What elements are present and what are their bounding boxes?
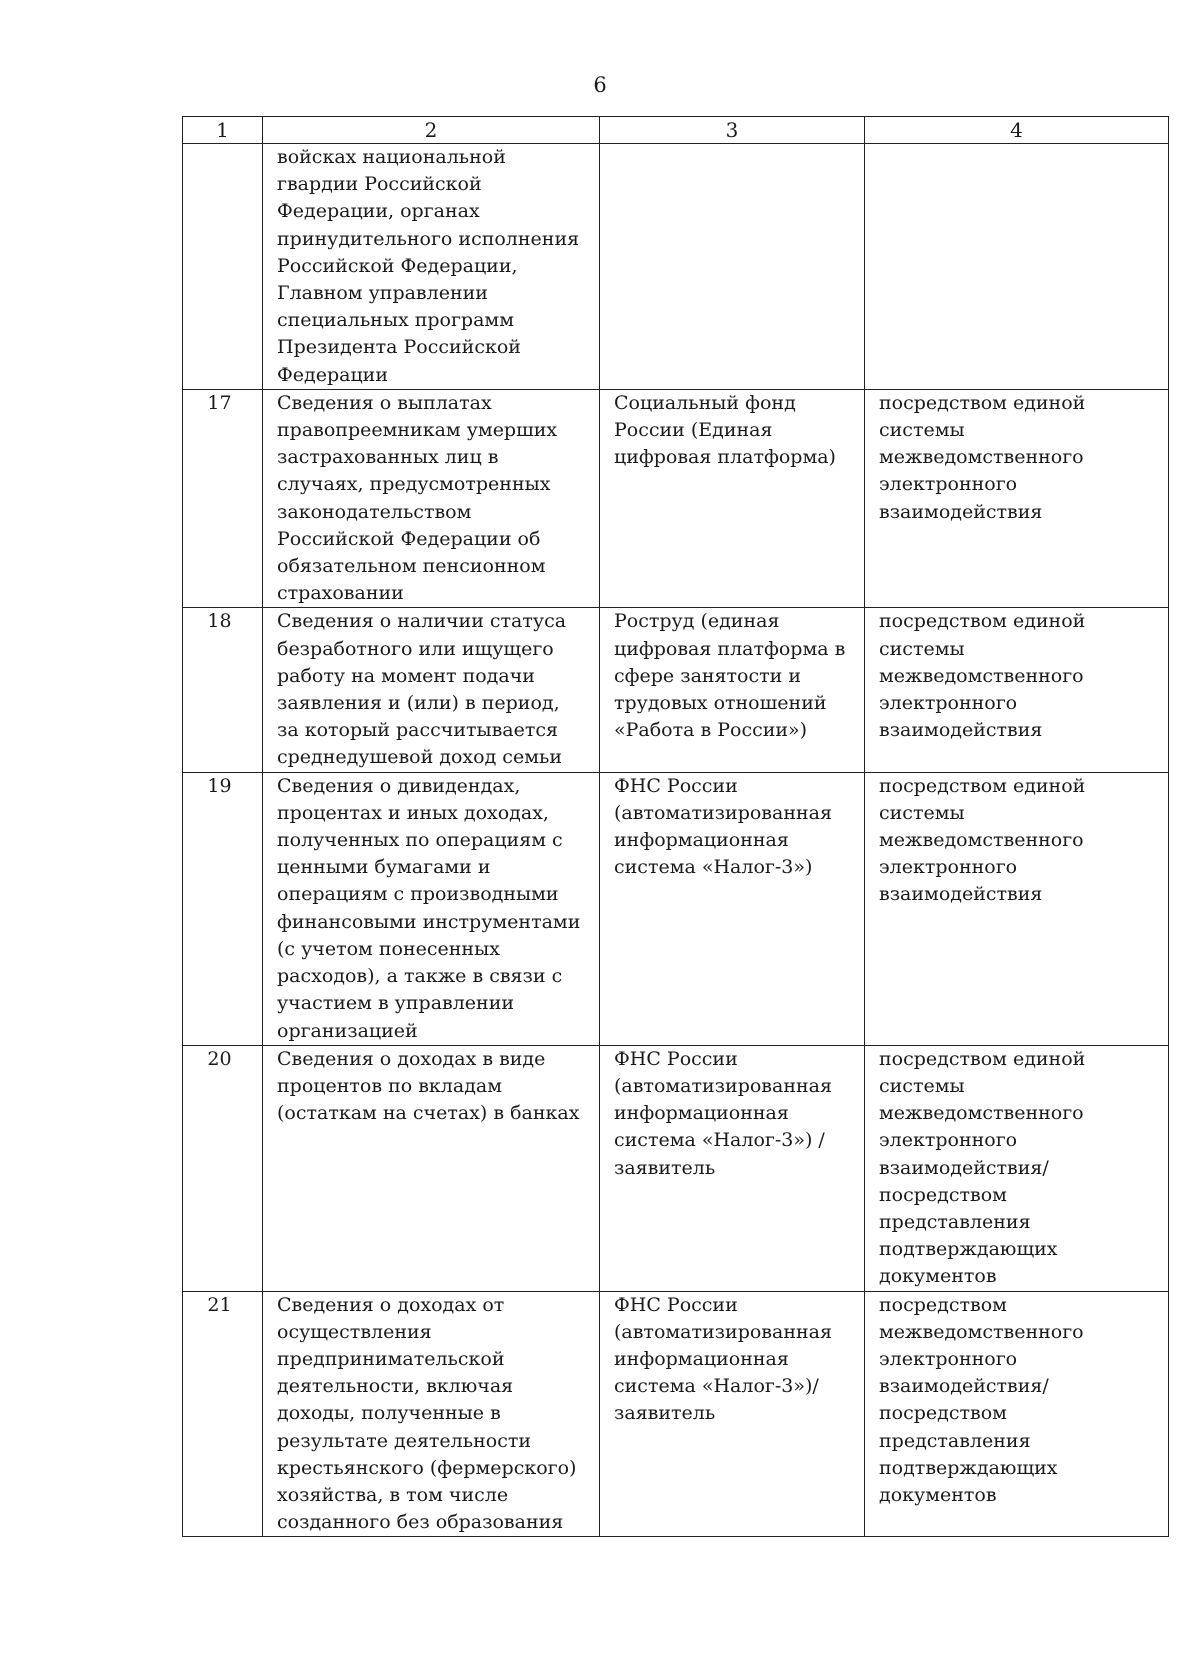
cell-text-line: представления: [879, 1210, 1031, 1233]
cell-text-line: Российской Федерации,: [277, 254, 518, 277]
cell-text-line: ценными бумагами и: [277, 856, 491, 879]
cell-text-line: подтверждающих: [879, 1238, 1058, 1261]
cell-text-line: застрахованных лиц в: [277, 446, 499, 469]
cell-text-line: законодательством: [277, 500, 472, 523]
cell-text-line: (автоматизированная: [614, 801, 832, 824]
cell-text-line: хозяйства, в том числе: [277, 1483, 509, 1506]
cell-text-line: представления: [879, 1429, 1031, 1452]
row-number-cell: 17: [183, 389, 263, 608]
cell-text-line: крестьянского (фермерского): [277, 1456, 577, 1479]
method-cell: [865, 1045, 1169, 1291]
description-cell: [263, 772, 600, 1045]
cell-text-line: Главном управлении: [277, 282, 488, 305]
cell-text-line: электронного: [879, 1347, 1018, 1370]
cell-text-line: посредством: [879, 1402, 1007, 1425]
description-cell: [263, 1291, 600, 1537]
cell-text-line: система «Налог-3»)/: [614, 1375, 819, 1398]
description-cell: [263, 608, 600, 772]
description-cell: [263, 1045, 600, 1291]
cell-text-line: системы: [879, 637, 965, 660]
column-header-1: 1: [183, 117, 263, 144]
cell-text-line: (автоматизированная: [614, 1074, 832, 1097]
cell-text-line: гвардии Российской: [277, 173, 482, 196]
cell-text-line: ФНС России: [614, 1293, 738, 1316]
cell-text-line: организацией: [277, 1019, 418, 1042]
table-header-row: [183, 117, 1169, 144]
cell-text-line: среднедушевой доход семьи: [277, 746, 562, 769]
cell-text-line: осуществления: [277, 1320, 432, 1343]
cell-text-line: электронного: [879, 856, 1018, 879]
column-header-3: 3: [600, 117, 865, 144]
table-row: [183, 772, 1169, 1045]
column-header-4: 4: [865, 117, 1169, 144]
cell-text-line: случаях, предусмотренных: [277, 473, 551, 496]
cell-text-line: обязательном пенсионном: [277, 555, 546, 578]
cell-text-line: электронного: [879, 1129, 1018, 1152]
cell-text-line: Сведения о наличии статуса: [277, 610, 567, 633]
row-number-cell: 19: [183, 772, 263, 1045]
cell-text-line: участием в управлении: [277, 992, 515, 1015]
cell-text-line: полученных по операциям с: [277, 829, 563, 852]
page-number: 6: [593, 73, 607, 97]
cell-text-line: сфере занятости и: [614, 664, 802, 687]
cell-text-line: информационная: [614, 1347, 789, 1370]
description-cell: [263, 144, 600, 390]
table-row: [183, 1045, 1169, 1291]
cell-text-line: взаимодействия: [879, 883, 1043, 906]
cell-text-line: взаимодействия: [879, 500, 1043, 523]
table-row: [183, 144, 1169, 390]
cell-text-line: работу на момент подачи: [277, 664, 535, 687]
cell-text-line: Федерации, органах: [277, 200, 480, 223]
method-cell: [865, 1291, 1169, 1537]
cell-text-line: посредством: [879, 1183, 1007, 1206]
cell-text-line: заявления и (или) в период,: [277, 692, 560, 715]
table-row: [183, 389, 1169, 608]
source-cell: [600, 608, 865, 772]
cell-text-line: подтверждающих: [879, 1456, 1058, 1479]
cell-text-line: Социальный фонд: [614, 391, 796, 414]
cell-text-line: посредством: [879, 1293, 1007, 1316]
cell-text-line: электронного: [879, 473, 1018, 496]
cell-text-line: взаимодействия: [879, 719, 1043, 742]
cell-text-line: посредством единой: [879, 610, 1086, 633]
row-number-cell: 18: [183, 608, 263, 772]
cell-text-line: межведомственного: [879, 829, 1084, 852]
cell-text-line: межведомственного: [879, 1320, 1084, 1343]
cell-text-line: Российской Федерации об: [277, 527, 541, 550]
cell-text-line: расходов), а также в связи с: [277, 965, 563, 988]
source-cell: [600, 772, 865, 1045]
method-cell: [865, 772, 1169, 1045]
cell-text-line: деятельности, включая: [277, 1375, 514, 1398]
column-header-2: 2: [263, 117, 600, 144]
cell-text-line: Федерации: [277, 363, 388, 386]
cell-text-line: посредством единой: [879, 774, 1086, 797]
cell-text-line: электронного: [879, 692, 1018, 715]
row-number-cell: 21: [183, 1291, 263, 1537]
cell-text-line: трудовых отношений: [614, 692, 827, 715]
source-cell: [600, 1045, 865, 1291]
source-cell: [600, 1291, 865, 1537]
row-number-cell: 20: [183, 1045, 263, 1291]
source-cell: [600, 144, 865, 390]
cell-text-line: правопреемникам умерших: [277, 419, 558, 442]
cell-text-line: взаимодействия/: [879, 1156, 1049, 1179]
cell-text-line: межведомственного: [879, 446, 1084, 469]
cell-text-line: Сведения о выплатах: [277, 391, 492, 414]
cell-text-line: системы: [879, 419, 965, 442]
cell-text-line: система «Налог-3») /: [614, 1129, 825, 1152]
cell-text-line: Сведения о доходах от: [277, 1293, 505, 1316]
cell-text-line: результате деятельности: [277, 1429, 532, 1452]
cell-text-line: заявитель: [614, 1156, 716, 1179]
cell-text-line: (автоматизированная: [614, 1320, 832, 1343]
cell-text-line: безработного или ищущего: [277, 637, 554, 660]
cell-text-line: Сведения о доходах в виде: [277, 1047, 546, 1070]
cell-text-line: предпринимательской: [277, 1347, 505, 1370]
cell-text-line: системы: [879, 1074, 965, 1097]
cell-text-line: созданного без образования: [277, 1511, 564, 1534]
cell-text-line: процентах и иных доходах,: [277, 801, 549, 824]
cell-text-line: войсках национальной: [277, 146, 506, 168]
cell-text-line: операциям с производными: [277, 883, 559, 906]
cell-text-line: цифровая платформа в: [614, 637, 846, 660]
table-row: [183, 1291, 1169, 1537]
cell-text-line: заявитель: [614, 1402, 716, 1425]
cell-text-line: посредством единой: [879, 1047, 1086, 1070]
cell-text-line: Роструд (единая: [614, 610, 780, 633]
cell-text-line: страховании: [277, 582, 404, 605]
description-cell: [263, 389, 600, 608]
cell-text-line: России (Единая: [614, 419, 773, 442]
cell-text-line: процентов по вкладам: [277, 1074, 502, 1097]
cell-text-line: специальных программ: [277, 309, 514, 332]
cell-text-line: системы: [879, 801, 965, 824]
cell-text-line: межведомственного: [879, 664, 1084, 687]
method-cell: [865, 144, 1169, 390]
cell-text-line: финансовыми инструментами: [277, 910, 581, 933]
cell-text-line: информационная: [614, 829, 789, 852]
cell-text-line: взаимодействия/: [879, 1375, 1049, 1398]
cell-text-line: цифровая платформа): [614, 446, 836, 469]
cell-text-line: посредством единой: [879, 391, 1086, 414]
cell-text-line: документов: [879, 1483, 997, 1506]
cell-text-line: ФНС России: [614, 1047, 738, 1070]
cell-text-line: Сведения о дивидендах,: [277, 774, 521, 797]
cell-text-line: информационная: [614, 1102, 789, 1125]
cell-text-line: принудительного исполнения: [277, 227, 580, 250]
method-cell: [865, 389, 1169, 608]
cell-text-line: документов: [879, 1265, 997, 1288]
cell-text-line: ФНС России: [614, 774, 738, 797]
cell-text-line: «Работа в России»): [614, 719, 808, 742]
cell-text-line: Президента Российской: [277, 336, 521, 359]
cell-text-line: система «Налог-3»): [614, 856, 813, 879]
cell-text-line: доходы, полученные в: [277, 1402, 501, 1425]
method-cell: [865, 608, 1169, 772]
cell-text-line: (остаткам на счетах) в банках: [277, 1102, 580, 1125]
document-table: [182, 116, 1169, 1537]
row-number-cell: [183, 144, 263, 390]
table-row: [183, 608, 1169, 772]
cell-text-line: (с учетом понесенных: [277, 937, 500, 960]
source-cell: [600, 389, 865, 608]
cell-text-line: за который рассчитывается: [277, 719, 559, 742]
cell-text-line: межведомственного: [879, 1102, 1084, 1125]
